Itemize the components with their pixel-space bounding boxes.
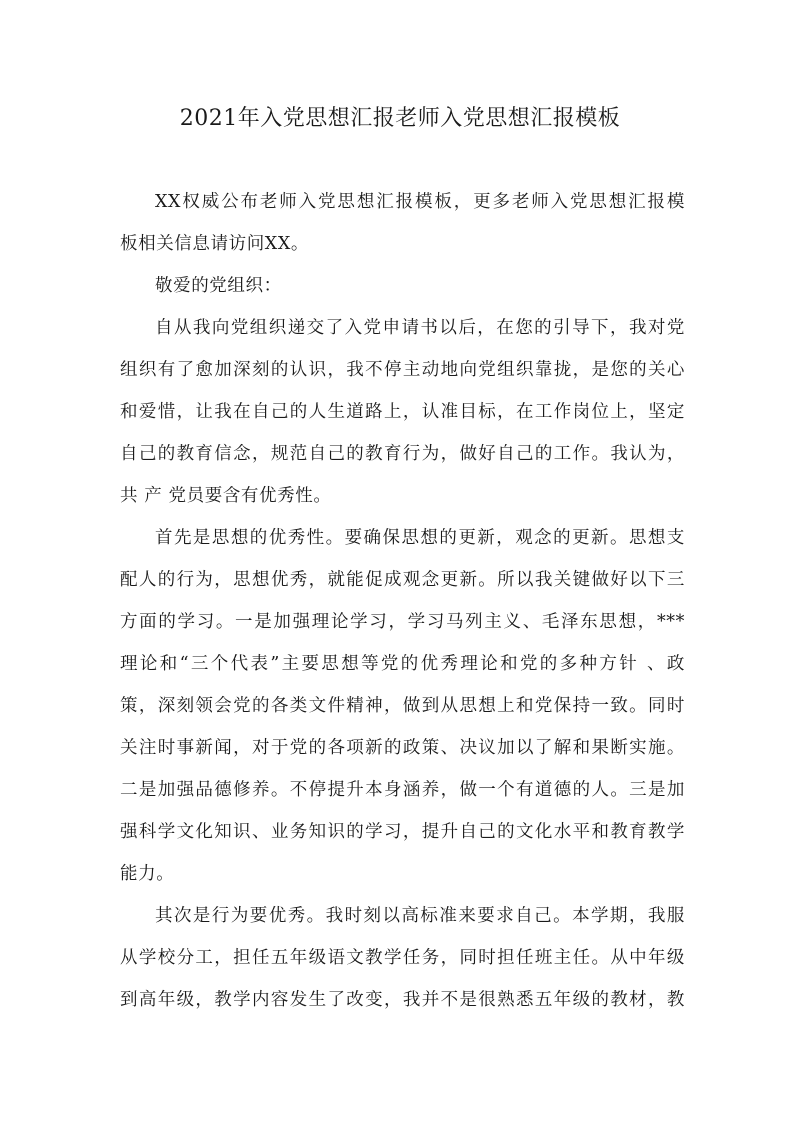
- salutation: 敬爱的党组织：: [155, 276, 282, 296]
- paragraph-line: 其次是行为要优秀。我时刻以高标准来要求自己。本学期，我服: [155, 906, 685, 926]
- paragraph-line: 从学校分工，担任五年级语文教学任务，同时担任班主任。从中年级: [120, 948, 685, 968]
- paragraph-line: 首先是思想的优秀性。要确保思想的更新，观念的更新。思想支: [155, 528, 685, 548]
- paragraph-line: 和爱惜，让我在自己的人生道路上，认准目标，在工作岗位上，坚定: [120, 402, 685, 422]
- paragraph-line: 强科学文化知识、业务知识的学习，提升自己的文化水平和教育教学: [120, 822, 685, 842]
- paragraph-line: 能力。: [120, 864, 175, 884]
- paragraph-line: 自从我向党组织递交了入党申请书以后，在您的引导下，我对党: [155, 318, 685, 338]
- paragraph-line: 关注时事新闻，对于党的各项新的政策、决议加以了解和果断实施。: [120, 738, 685, 758]
- paragraph-line: 方面的学习。一是加强理论学习，学习马列主义、毛泽东思想，***: [120, 612, 685, 632]
- paragraph-line: 策，深刻领会党的各类文件精神，做到从思想上和党保持一致。同时: [120, 696, 685, 716]
- document-title: 2021年入党思想汇报老师入党思想汇报模板: [179, 106, 621, 131]
- paragraph-line: 板相关信息请访问XX。: [120, 234, 310, 254]
- paragraph-line: 组织有了愈加深刻的认识，我不停主动地向党组织靠拢，是您的关心: [120, 360, 685, 380]
- paragraph-line: 配人的行为，思想优秀，就能促成观念更新。所以我关键做好以下三: [120, 570, 685, 590]
- paragraph-line: 理论和“三个代表”主要思想等党的优秀理论和党的多种方针 、政: [120, 654, 685, 674]
- paragraph-line: 到高年级，教学内容发生了改变，我并不是很熟悉五年级的教材，教: [120, 990, 685, 1010]
- paragraph-line: XX权威公布老师入党思想汇报模板，更多老师入党思想汇报模: [155, 192, 685, 212]
- paragraph-line: 自己的教育信念，规范自己的教育行为，做好自己的工作。我认为，: [120, 444, 685, 464]
- paragraph-line: 共 产 党员要含有优秀性。: [120, 486, 332, 506]
- paragraph-line: 二是加强品德修养。不停提升本身涵养，做一个有道德的人。三是加: [120, 780, 685, 800]
